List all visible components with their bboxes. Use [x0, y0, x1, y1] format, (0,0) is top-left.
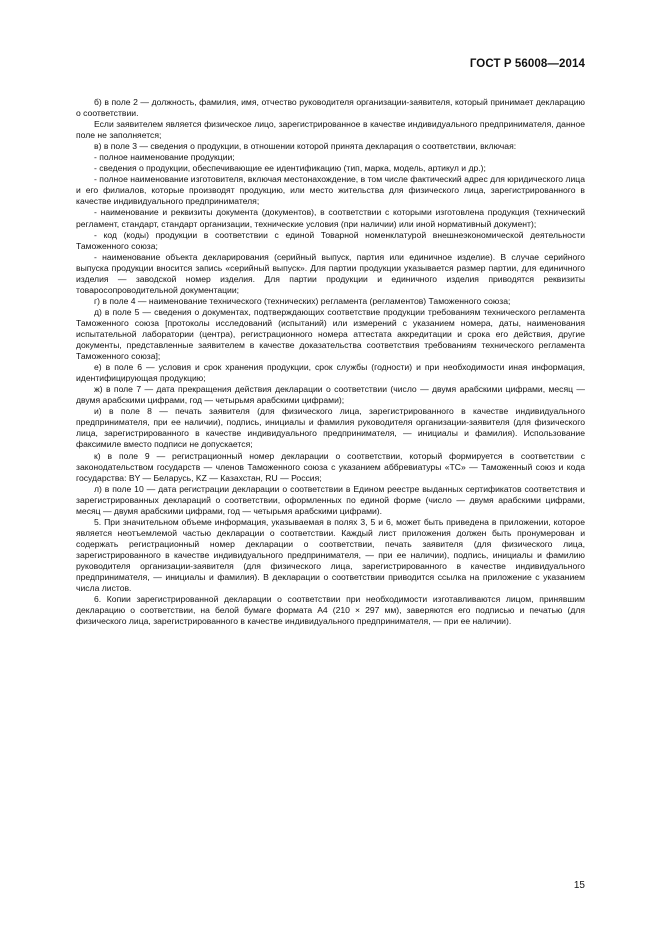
list-item-product-identification: - сведения о продукции, обеспечивающие ее идентификацию (тип, марка, модель, артикул и др.); [94, 163, 486, 174]
paragraph-item-5-appendix: 5. При значительном объеме информация, указываемая в полях 3, 5 и 6, может быть приведена в приложении, которое является неотъемлемой частью декларации о соответствии. Каждый лист приложения должен быть пронумерован и содержать регистрационный номер декларации о соответствии, печать заявителя (для физического лица, зарегистрированного в качестве индивидуального предпринимателя, — при ее наличии), подпись, инициалы и фамилию руководителя организации-заявителя (для физического лица, зарегистрированного в качестве индивидуального предпринимателя, — инициалы и фамилия). В декларации о соответствии приводится ссылка на приложение с указанием числа листов. [76, 516, 585, 594]
document-code-header: ГОСТ Р 56008—2014 [469, 58, 585, 70]
paragraph-field-10: л) в поле 10 — дата регистрации декларации о соответствии в Едином реестре выданных сертификатов соответствия и зарегистрированных деклараций о соответствии, оформленных по единой форме (число — двумя арабскими цифрами, месяц — двумя арабскими цифрами, год — четырьмя арабскими цифрами). [76, 483, 585, 516]
paragraph-field-6: е) в поле 6 — условия и срок хранения продукции, срок службы (годности) и при необходимости иная информация, идентифицирующая продукцию; [76, 362, 585, 384]
paragraph-field-4: г) в поле 4 — наименование технического (технических) регламента (регламентов) Таможенного союза; [94, 295, 511, 306]
paragraph-field-5: д) в поле 5 — сведения о документах, подтверждающих соответствие продукции требованиям технического регламента Таможенного союза [протоколы исследований (испытаний) или измерений с указанием номера, даты, наименования испытательной лаборатории (центра), регистрационного номера аттестата аккредитации и срока его действия, другие документы, представленные заявителем в качестве доказательства соответствия требованиям технического регламента Таможенного союза]; [76, 306, 585, 362]
paragraph-item-6-copies: 6. Копии зарегистрированной декларации о соответствии при необходимости изготавливаются лицом, принявшим декларацию о соответствии, на белой бумаге формата А4 (210 × 297 мм), заверяются его подписью и печатью (для физического лица, зарегистрированного в качестве индивидуального предпринимателя, — при ее наличии). [76, 594, 585, 627]
document-body [76, 97, 585, 627]
paragraph-field-2: б) в поле 2 — должность, фамилия, имя, отчество руководителя организации-заявителя, который принимает декларацию о соответствии. [76, 97, 585, 119]
list-item-product-code: - код (коды) продукции в соответствии с единой Товарной номенклатурой внешнеэкономической деятельности Таможенного союза; [76, 229, 585, 251]
page-number: 15 [573, 880, 585, 891]
paragraph-field-9: к) в поле 9 — регистрационный номер декларации о соответствии, который формируется в соответствии с законодательством государств — членов Таможенного союза с указанием аббревиатуры «ТС» — Таможенный союз и кода государства: BY — Беларусь, KZ — Казахстан, RU — Россия; [76, 450, 585, 483]
paragraph-individual-entrepreneur-note: Если заявителем является физическое лицо, зарегистрированное в качестве индивидуального предпринимателя, данное поле не заполняется; [76, 119, 585, 141]
list-item-normative-document: - наименование и реквизиты документа (документов), в соответствии с которыми изготовлена продукция (технический регламент, стандарт, стандарт организации, технические условия (при наличии) или иной нормативный документ); [76, 207, 585, 229]
list-item-declaration-object: - наименование объекта декларирования (серийный выпуск, партия или единичное изделие). В случае серийного выпуска продукции вносится запись «серийный выпуск». Для партии продукции указывается размер партии, для единичного изделия — заводской номер изделия. Для партии продукции и единичного изделия приводятся реквизиты товаросопроводительной документации; [76, 251, 585, 295]
paragraph-field-8: и) в поле 8 — печать заявителя (для физического лица, зарегистрированного в качестве индивидуального предпринимателя, при ее наличии), подпись, инициалы и фамилия руководителя организации-заявителя (для физического лица, зарегистрированного в качестве индивидуального предпринимателя, — инициалы и фамилия). Использование факсимиле вместо подписи не допускается; [76, 406, 585, 450]
paragraph-field-7: ж) в поле 7 — дата прекращения действия декларации о соответствии (число — двумя арабскими цифрами, месяц — двумя арабскими цифрами, год — четырьмя арабскими цифрами); [76, 384, 585, 406]
list-item-product-name: - полное наименование продукции; [94, 152, 235, 163]
list-item-manufacturer: - полное наименование изготовителя, включая местонахождение, в том числе фактический адрес для юридического лица и его филиалов, которые производят продукцию, или место жительства для физического лица, зарегистрированного в качестве индивидуального предпринимателя; [76, 174, 585, 207]
paragraph-field-3: в) в поле 3 — сведения о продукции, в отношении которой принята декларация о соответствии, включая: [94, 141, 517, 152]
